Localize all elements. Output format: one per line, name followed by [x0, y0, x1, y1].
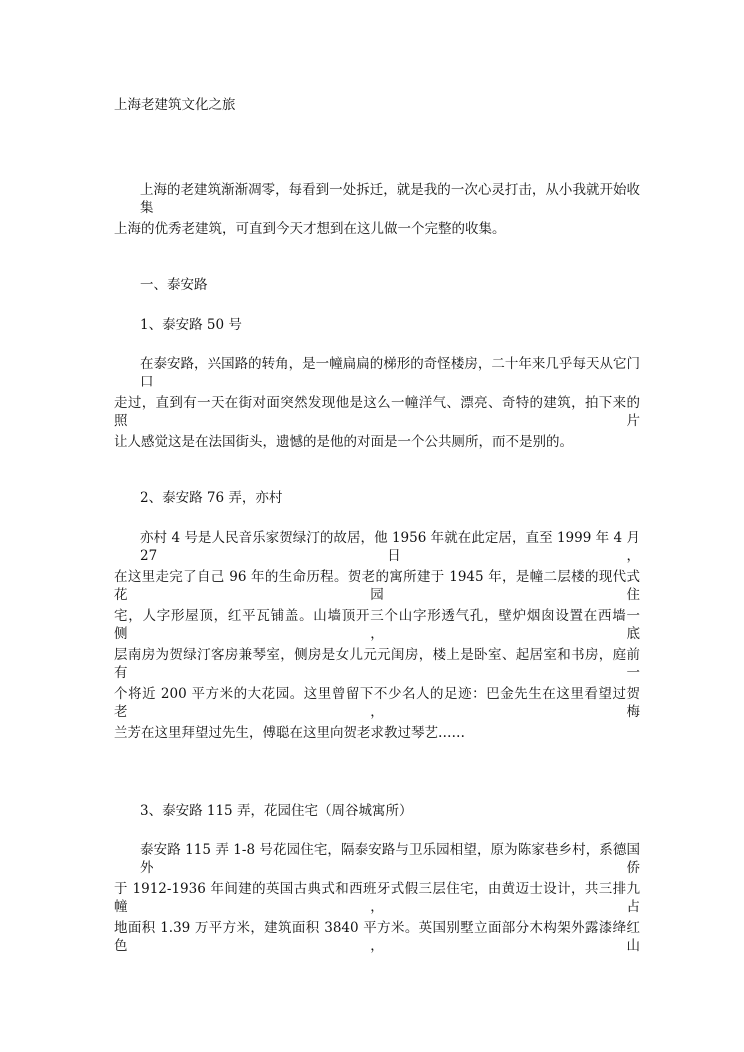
intro-line: 上海的老建筑渐渐凋零，每看到一处拆迁，就是我的一次心灵打击，从小我就开始收集 — [140, 182, 640, 216]
paragraph-line: 泰安路 115 弄 1-8 号花园住宅，隔泰安路与卫乐园相望，原为陈家巷乡村，系德国外侨 — [140, 842, 640, 876]
paragraph-line: 让人感觉这是在法国街头，遗憾的是他的对面是一个公共厕所，而不是别的。 — [114, 434, 573, 450]
paragraph-line: 宅，人字形屋顶，红平瓦铺盖。山墙顶开三个山字形透气孔，壁炉烟囱设置在西墙一侧，底 — [114, 608, 640, 642]
paragraph-line: 在这里走完了自己 96 年的生命历程。贺老的寓所建于 1945 年，是幢二层楼的现代式花园住 — [114, 569, 640, 603]
paragraph-line: 在泰安路，兴国路的转角，是一幢扁扁的梯形的奇怪楼房，二十年来几乎每天从它门口 — [140, 356, 640, 390]
paragraph-line: 地面积 1.39 万平方米，建筑面积 3840 平方米。英国别墅立面部分木构架外露漆绛红色，山 — [114, 920, 640, 954]
section-heading: 一、泰安路 — [140, 277, 208, 293]
paragraph-line: 于 1912-1936 年间建的英国古典式和西班牙式假三层住宅，由黄迈士设计，共三排九幢，占 — [114, 881, 640, 915]
paragraph-line: 走过，直到有一天在街对面突然发现他是这么一幢洋气、漂亮、奇特的建筑，拍下来的照片 — [114, 395, 640, 429]
item-heading: 1、泰安路 50 号 — [140, 317, 242, 333]
paragraph-line: 个将近 200 平方米的大花园。这里曾留下不少名人的足迹：巴金先生在这里看望过贺老，梅 — [114, 686, 640, 720]
item-heading: 2、泰安路 76 弄，亦村 — [140, 490, 283, 506]
paragraph-line: 层南房为贺绿汀客房兼琴室，侧房是女儿元元闺房，楼上是卧室、起居室和书房，庭前有一 — [114, 647, 640, 681]
document-title: 上海老建筑文化之旅 — [114, 97, 236, 113]
paragraph-line: 兰芳在这里拜望过先生，傅聪在这里向贺老求教过琴艺…… — [114, 725, 465, 741]
intro-line: 上海的优秀老建筑，可直到今天才想到在这儿做一个完整的收集。 — [114, 221, 506, 237]
paragraph-line: 亦村 4 号是人民音乐家贺绿汀的故居，他 1956 年就在此定居，直至 1999 年 4 月 27 日， — [140, 530, 640, 564]
item-heading: 3、泰安路 115 弄，花园住宅（周谷城寓所） — [140, 803, 413, 819]
